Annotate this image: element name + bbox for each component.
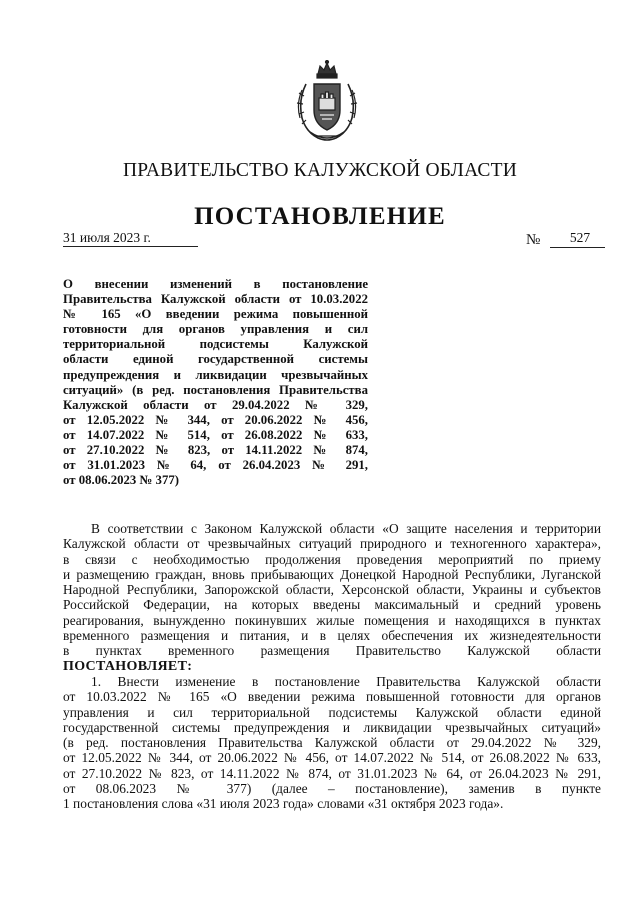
document-number: 527: [569, 230, 591, 245]
subject-line: от 08.06.2023 № 377): [63, 473, 180, 488]
document-subject: [63, 277, 368, 488]
preamble-line: Российской Федерации, на которых введены максимальный и средний уровень: [63, 597, 601, 613]
subject-line: предупреждения и ликвидации чрезвычайных: [63, 367, 368, 382]
item1-line: управления и сил территориальной подсистемы Калужской области единой: [63, 704, 601, 720]
preamble-line: в пунктах временного размещения Правительство Калужской области: [63, 643, 601, 659]
subject-line: от 27.10.2022 № 823, от 14.11.2022 № 874,: [63, 443, 368, 458]
number-label: №: [526, 232, 541, 248]
preamble-line: Народной Республики, Запорожской области, Херсонской области, Украины и субъектов: [63, 582, 601, 598]
subject-line: готовности для органов управления и сил: [63, 322, 368, 337]
coat-of-arms-emblem: [296, 60, 358, 144]
item1-line: от 10.03.2022 № 165 «О введении режима повышенной готовности для органов: [63, 689, 601, 705]
item1-line: 1 постановления слова «31 июля 2023 года» словами «31 октября 2023 года».: [63, 796, 504, 812]
subject-line: ситуаций» (в ред. постановления Правительства: [63, 382, 368, 397]
document-date: 31 июля 2023 г.: [63, 230, 151, 245]
preamble-line: временного размещения и питания, и в целях обеспечения их жизнедеятельности: [63, 628, 601, 644]
preamble-line: и размещению граждан, вновь прибывающих Донецкой Народной Республики, Луганской: [63, 566, 601, 582]
date-underline: [63, 246, 198, 247]
subject-line: от 14.07.2022 № 514, от 26.08.2022 № 633,: [63, 427, 368, 442]
preamble-line: реагирования, вынужденно покинувших жилые помещения и находящихся в пунктах: [63, 612, 601, 628]
preamble-line: в связи с необходимостью продолжения проведения мероприятий по приему: [63, 551, 601, 567]
preamble-line: В соответствии с Законом Калужской области «О защите населения и территории: [91, 521, 601, 536]
subject-line: Правительства Калужской области от 10.03.2022: [63, 292, 368, 307]
item1-line: (в ред. постановления Правительства Калужской области от 29.04.2022 № 329,: [63, 735, 601, 751]
subject-line: от 12.05.2022 № 344, от 20.06.2022 № 456,: [63, 412, 368, 427]
subject-line: Калужской области от 29.04.2022 № 329,: [63, 397, 368, 412]
subject-line: от 31.01.2023 № 64, от 26.04.2023 № 291,: [63, 458, 368, 473]
subject-line: О внесении изменений в постановление: [63, 277, 368, 291]
item1-line: государственной системы предупреждения и ликвидации чрезвычайных ситуаций»: [63, 719, 601, 735]
subject-line: № 165 «О введении режима повышенной: [63, 307, 368, 322]
item1-line: от 08.06.2023 № 377) (далее – постановление), заменив в пункте: [63, 781, 601, 797]
item1-line: 1. Внести изменение в постановление Правительства Калужской области: [91, 673, 601, 689]
number-underline: [550, 247, 605, 248]
preamble-line: Калужской области от чрезвычайных ситуаций природного и техногенного характера»,: [63, 536, 601, 552]
organization-title: ПРАВИТЕЛЬСТВО КАЛУЖСКОЙ ОБЛАСТИ: [123, 160, 517, 181]
document-body: [63, 521, 601, 812]
item1-line: от 27.10.2022 № 823, от 14.11.2022 № 874, от 31.01.2023 № 64, от 26.04.2023 № 291,: [63, 765, 601, 781]
resolve-word: ПОСТАНОВЛЯЕТ:: [63, 658, 193, 674]
subject-line: области единой государственной системы: [63, 352, 368, 367]
document-type-title: ПОСТАНОВЛЕНИЕ: [194, 203, 446, 230]
subject-line: территориальной подсистемы Калужской: [63, 337, 368, 352]
item1-line: от 12.05.2022 № 344, от 20.06.2022 № 456, от 14.07.2022 № 514, от 26.08.2022 № 633,: [63, 750, 601, 766]
